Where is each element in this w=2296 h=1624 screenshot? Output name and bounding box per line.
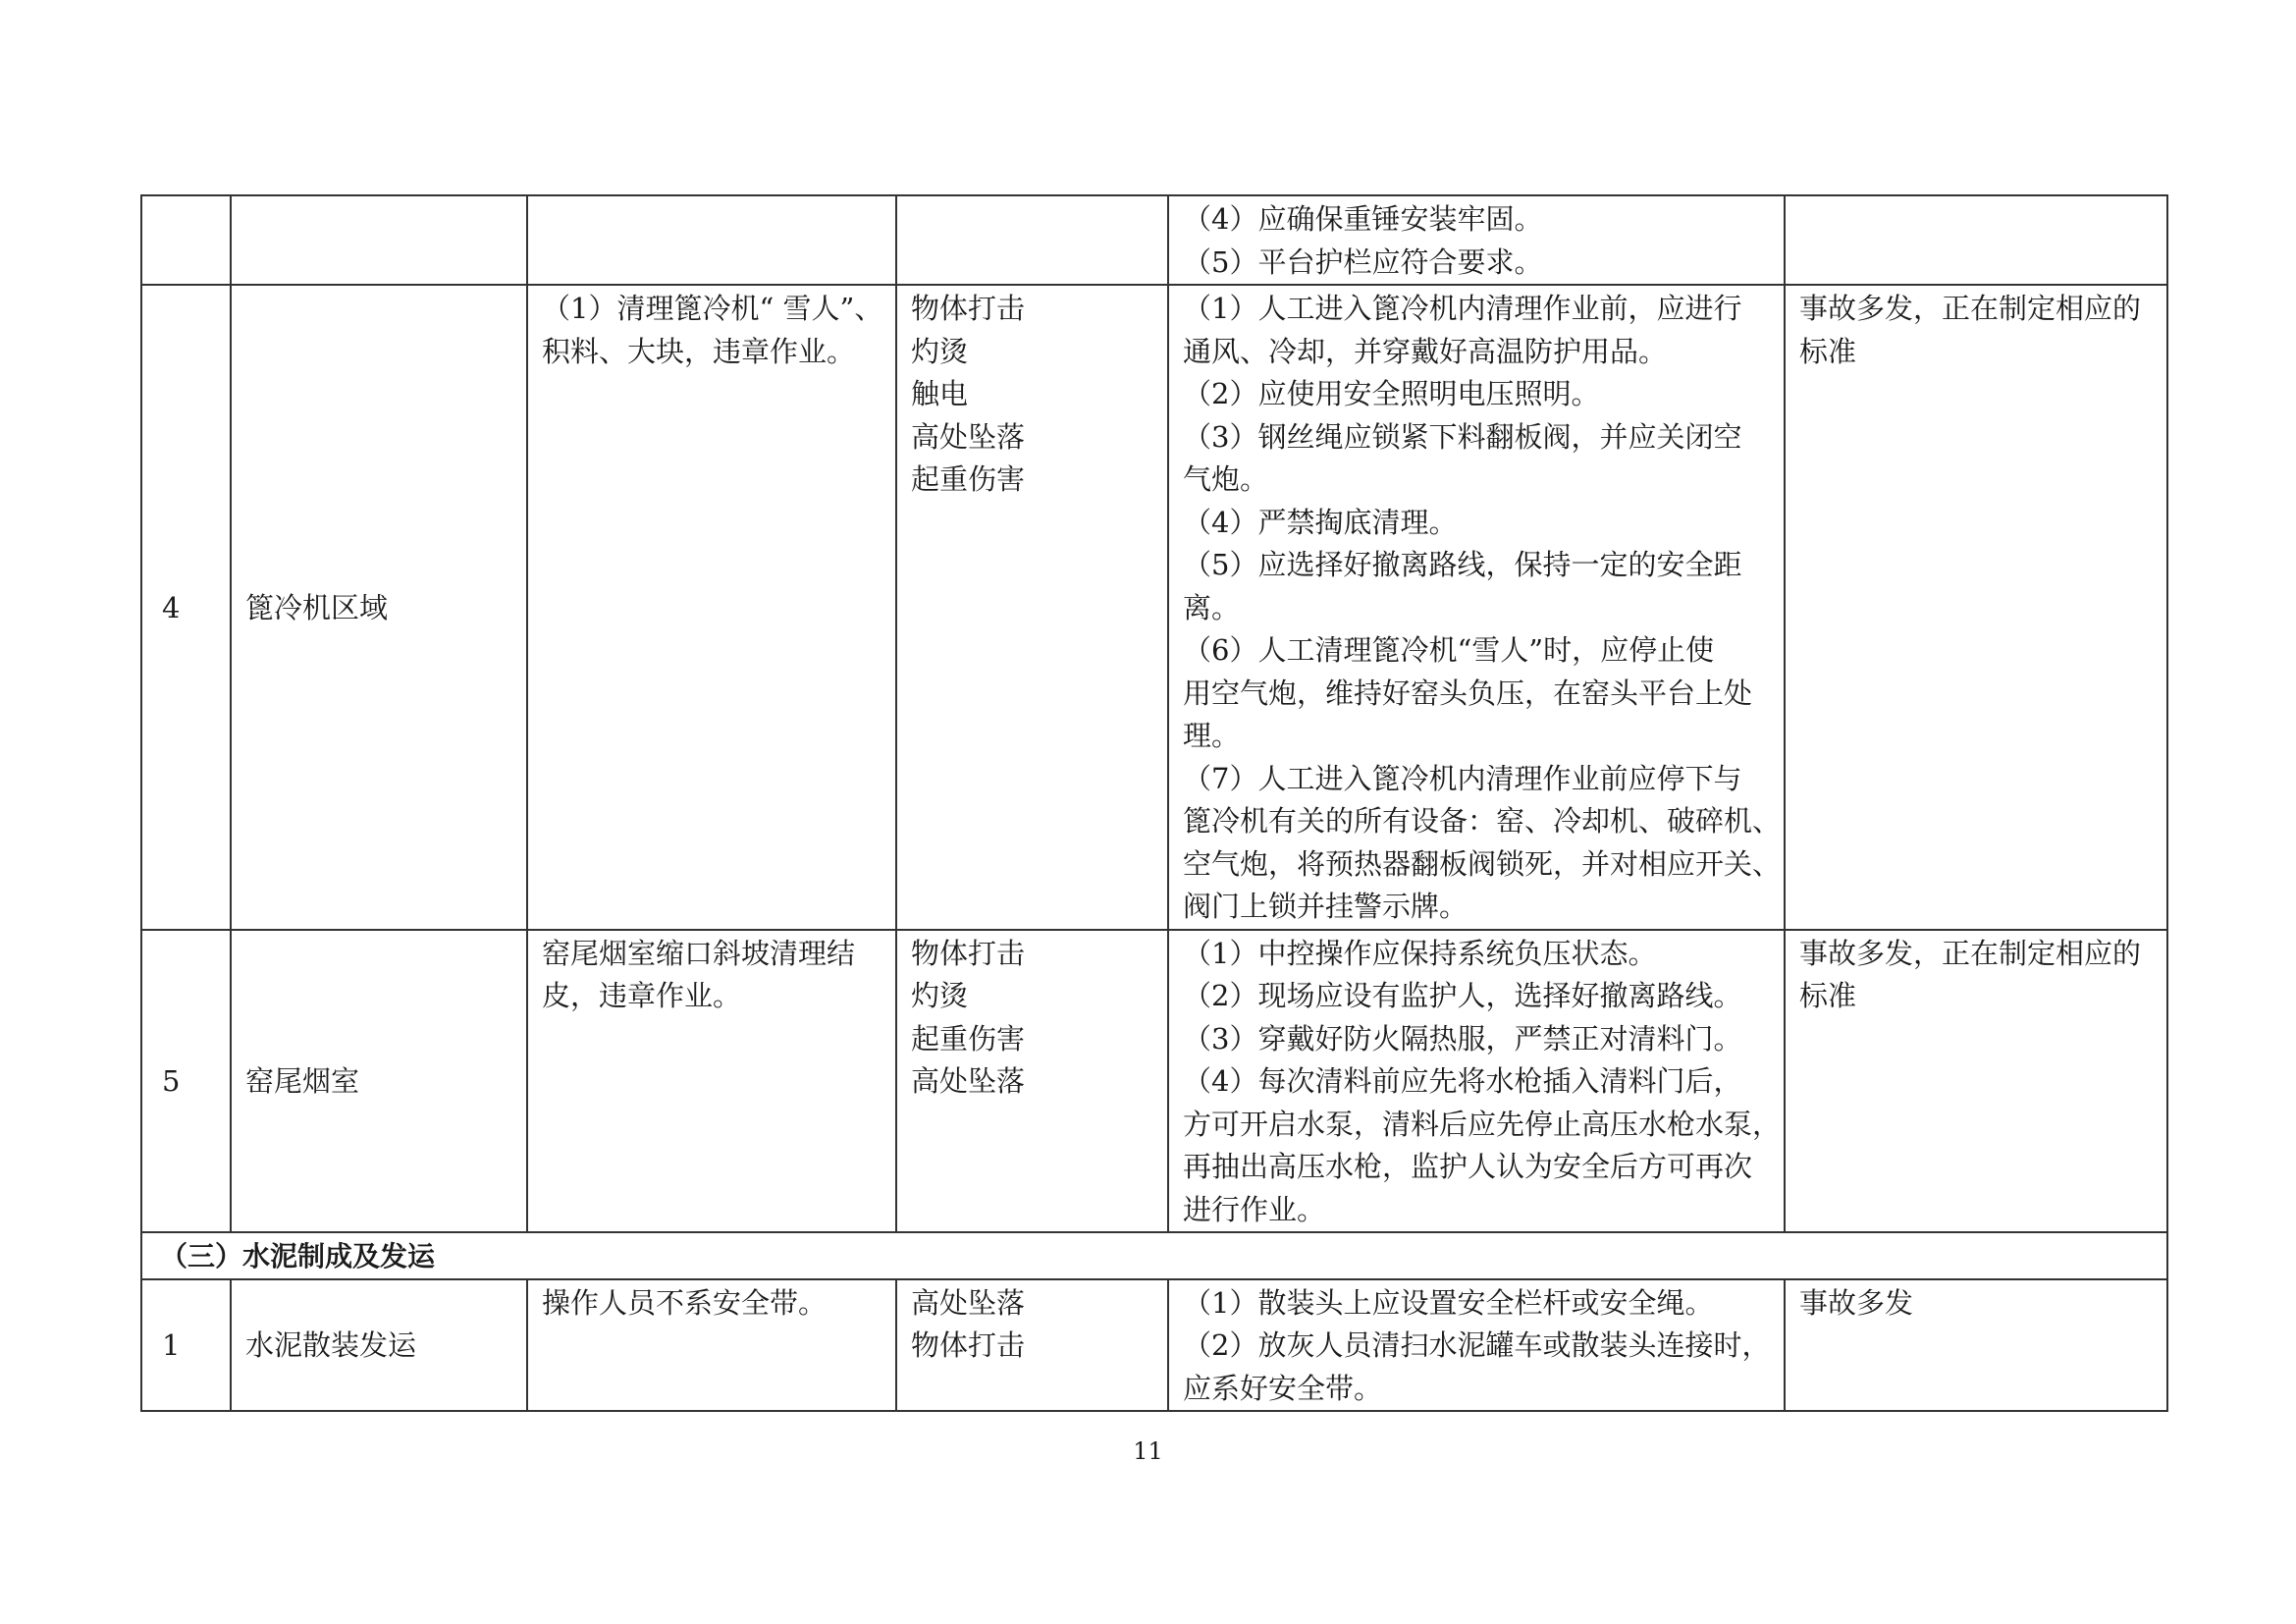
hazard-item: 物体打击 (911, 292, 1026, 325)
table-row-continued (141, 195, 2167, 285)
operation-line: 操作人员不系安全带。 (542, 1285, 828, 1320)
measure-line: （5）应选择好撤离路线，保持一定的安全距 (1183, 548, 1742, 581)
measure-line: （3）钢丝绳应锁紧下料翻板阀，并应关闭空 (1183, 419, 1742, 454)
measures-cell (1168, 285, 1785, 930)
section-header: （三）水泥制成及发运 (141, 1232, 2167, 1279)
hazard-item: 高处坠落 (911, 1064, 1026, 1098)
remark-line: 事故多发，正在制定相应的 (1799, 936, 2142, 970)
measure-line: （3）穿戴好防火隔热服，严禁正对清料门。 (1183, 1021, 1742, 1056)
measure-line: 离。 (1183, 590, 1241, 624)
measure-line: （2）放灰人员清扫水泥罐车或散装头连接时， (1183, 1328, 1771, 1362)
measure-line: 空气炮，将预热器翻板阀锁死，并对相应开关、 (1183, 846, 1782, 881)
measure-line: （2）现场应设有监护人，选择好撤离路线。 (1183, 979, 1742, 1012)
remark-line: 事故多发，正在制定相应的 (1799, 292, 2142, 325)
measure-line: （7）人工进入篦冷机内清理作业前应停下与 (1183, 761, 1742, 795)
num-cell: 5 (141, 930, 231, 1233)
hazard-table (140, 194, 2168, 1412)
measures-cell (1168, 930, 1785, 1233)
hazard-item: 灼烫 (911, 979, 969, 1012)
operation-cell (527, 930, 896, 1233)
hazards-cell (896, 1279, 1168, 1412)
hazard-item: 灼烫 (911, 334, 969, 368)
hazard-item: 物体打击 (911, 936, 1026, 970)
hazard-item: 物体打击 (911, 1328, 1026, 1362)
operation-cell (527, 1279, 896, 1412)
measure-line: （2）应使用安全照明电压照明。 (1183, 377, 1600, 410)
measure-line: 通风、冷却，并穿戴好高温防护用品。 (1183, 334, 1668, 368)
measure-line: 方可开启水泵，清料后应先停止高压水枪水泵， (1183, 1107, 1782, 1141)
remark-cell (1785, 195, 2167, 285)
area-cell: 水泥散装发运 (231, 1279, 527, 1412)
page-number: 11 (1133, 1437, 1163, 1465)
measures-cell (1168, 1279, 1785, 1412)
measure-line: （1）人工进入篦冷机内清理作业前，应进行 (1183, 292, 1742, 325)
table-row-section3-1 (141, 1279, 2167, 1412)
measures-cell (1168, 195, 1785, 285)
measure-line: （4）应确保重锤安装牢固。 (1183, 202, 1543, 236)
measure-line: 气炮。 (1183, 462, 1269, 496)
num-cell (141, 195, 231, 285)
area-cell (231, 195, 527, 285)
operation-line: 积料、大块，违章作业。 (542, 334, 856, 368)
num-cell: 1 (141, 1279, 231, 1412)
measure-line: （1）散装头上应设置安全栏杆或安全绳。 (1183, 1285, 1714, 1320)
measure-line: （4）每次清料前应先将水枪插入清料门后， (1183, 1064, 1742, 1098)
measure-line: 用空气炮，维持好窑头负压，在窑头平台上处 (1183, 676, 1753, 710)
remark-cell (1785, 930, 2167, 1233)
measure-line: 再抽出高压水枪，监护人认为安全后方可再次 (1183, 1150, 1753, 1183)
num-cell: 4 (141, 285, 231, 930)
area-cell: 篦冷机区域 (231, 285, 527, 930)
measure-line: 阀门上锁并挂警示牌。 (1183, 890, 1468, 923)
remark-line: 标准 (1799, 334, 1857, 368)
table-row-5 (141, 930, 2167, 1233)
measure-line: （1）中控操作应保持系统负压状态。 (1183, 936, 1657, 970)
operation-cell (527, 195, 896, 285)
measure-line: （6）人工清理篦冷机“雪人”时，应停止使 (1183, 633, 1715, 667)
remark-line: 标准 (1799, 979, 1857, 1012)
section-header-row (141, 1232, 2167, 1279)
hazard-item: 触电 (911, 377, 969, 410)
area-cell: 窑尾烟室 (231, 930, 527, 1233)
operation-line: （1）清理篦冷机“ 雪人”、 (542, 292, 883, 325)
hazards-cell (896, 285, 1168, 930)
hazards-cell (896, 930, 1168, 1233)
hazard-item: 高处坠落 (911, 419, 1026, 454)
hazard-item: 高处坠落 (911, 1285, 1026, 1320)
operation-line: 皮，违章作业。 (542, 979, 742, 1012)
operation-line: 窑尾烟室缩口斜坡清理结 (542, 936, 856, 970)
measure-line: （4）严禁掏底清理。 (1183, 505, 1458, 539)
measure-line: （5）平台护栏应符合要求。 (1183, 244, 1543, 279)
measure-line: 篦冷机有关的所有设备：窑、冷却机、破碎机、 (1183, 804, 1782, 838)
remark-cell (1785, 285, 2167, 930)
operation-cell (527, 285, 896, 930)
hazard-item: 起重伤害 (911, 1021, 1026, 1056)
hazard-item: 起重伤害 (911, 462, 1026, 496)
table-row-4 (141, 285, 2167, 930)
remark-line: 事故多发 (1799, 1285, 1914, 1320)
remark-cell (1785, 1279, 2167, 1412)
hazards-cell (896, 195, 1168, 285)
measure-line: 理。 (1183, 719, 1241, 752)
measure-line: 进行作业。 (1183, 1192, 1326, 1226)
measure-line: 应系好安全带。 (1183, 1371, 1383, 1405)
